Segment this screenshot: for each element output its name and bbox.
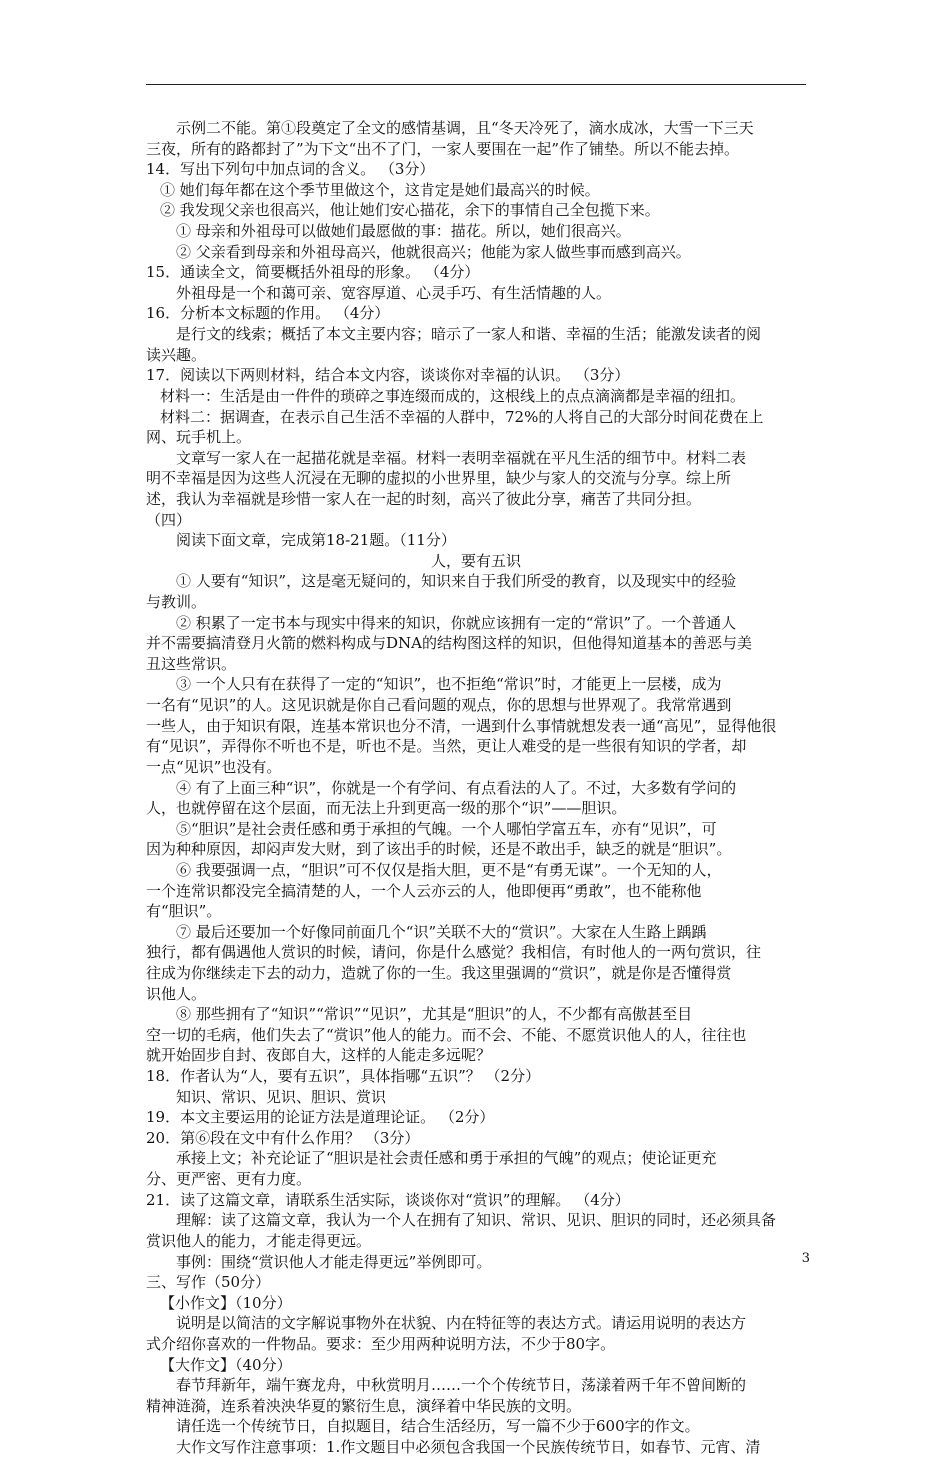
text-line: 春节拜新年，端午赛龙舟，中秋赏明月……一个个传统节日，荡漾着两千年不曾间断的 bbox=[176, 1376, 747, 1395]
text-line: ⑧ 那些拥有了“知识”“常识”“见识”，尤其是“胆识”的人，不少都有高傲甚至目 bbox=[176, 1005, 693, 1024]
text-line: ⑦ 最后还要加一个好像同前面几个“识”关联不大的“赏识”。大家在人生路上踽踽 bbox=[176, 922, 707, 941]
text-line: （四） bbox=[146, 510, 192, 529]
text-line: 材料二：据调查，在表示自己生活不幸福的人群中，72%的人将自己的大部分时间花费在上 bbox=[160, 407, 764, 426]
text-line: ① 母亲和外祖母可以做她们最愿做的事：描花。所以，她们很高兴。 bbox=[176, 222, 631, 241]
text-line: 识他人。 bbox=[146, 984, 207, 1003]
text-line: 式介绍你喜欢的一件物品。要求：至少用两种说明方法，不少于80字。 bbox=[146, 1334, 616, 1353]
text-line: 请任选一个传统节日，自拟题目，结合生活经历，写一篇不少于600字的作文。 bbox=[176, 1417, 700, 1436]
text-line: 20．第⑥段在文中有什么作用？ （3分） bbox=[146, 1128, 420, 1147]
text-line: 知识、常识、见识、胆识、赏识 bbox=[176, 1087, 387, 1106]
text-line: 一点“见识”也没有。 bbox=[146, 757, 282, 776]
text-line: 阅读下面文章，完成第18-21题。（11分） bbox=[176, 531, 456, 550]
text-line: 精神涟漪，连系着泱泱华夏的繁衍生息，演绎着中华民族的文明。 bbox=[146, 1396, 582, 1415]
text-line: 三、写作（50分） bbox=[146, 1273, 271, 1292]
text-line: 丑这些常识。 bbox=[146, 654, 237, 673]
text-line: ③ 一个人只有在获得了一定的“知识”，也不拒绝“常识”时，才能更上一层楼，成为 bbox=[176, 675, 722, 694]
text-line: 16．分析本文标题的作用。 （4分） bbox=[146, 304, 390, 323]
text-line: 14．写出下列句中加点词的含义。 （3分） bbox=[146, 160, 435, 179]
text-line: 人，也就停留在这个层面，而无法上升到更高一级的那个“识”——胆识。 bbox=[146, 799, 627, 818]
text-line: 有“胆识”。 bbox=[146, 902, 222, 921]
page-number: 3 bbox=[801, 1251, 810, 1266]
text-line: 文章写一家人在一起描花就是幸福。材料一表明幸福就在平凡生活的细节中。材料二表 bbox=[176, 448, 747, 467]
article-title: 人，要有五识 bbox=[430, 551, 521, 570]
text-line: 一名有“见识”的人。这见识就是你自己看问题的观点，你的思想与世界观了。我常常遇到 bbox=[146, 696, 732, 715]
text-line: 示例二不能。第①段奠定了全文的感情基调，且“冬天冷死了，滴水成冰，大雪一下三天 bbox=[176, 119, 754, 137]
text-line: 因为种种原因，却闷声发大财，到了该出手的时候，还是不敢出手，缺乏的就是“胆识”。 bbox=[146, 840, 732, 859]
text-line: 外祖母是一个和蔼可亲、宽容厚道、心灵手巧、有生活情趣的人。 bbox=[176, 283, 612, 302]
text-line: 15．通读全文，简要概括外祖母的形象。 （4分） bbox=[146, 263, 480, 282]
text-line: 一个连常识都没完全搞清楚的人，一个人云亦云的人，他即便再“勇敢”，也不能称他 bbox=[146, 881, 702, 900]
text-line: 【大作文】（40分） bbox=[160, 1355, 292, 1374]
text-line: 17．阅读以下两则材料，结合本文内容，谈谈你对幸福的认识。 （3分） bbox=[146, 366, 630, 385]
text-line: ④ 有了上面三种“识”，你就是一个有学问、有点看法的人了。不过，大多数有学问的 bbox=[176, 778, 737, 797]
text-line: 三夜，所有的路都封了”为下文“出不了门，一家人要围在一起”作了铺垫。所以不能去掉。 bbox=[146, 139, 740, 158]
text-line: 理解：读了这篇文章，我认为一个人在拥有了知识、常识、见识、胆识的同时，还必须具备 bbox=[176, 1211, 777, 1230]
header-rule bbox=[146, 84, 806, 85]
text-line: 网、玩手机上。 bbox=[146, 428, 252, 447]
text-line: 往成为你继续走下去的动力，造就了你的一生。我这里强调的“赏识”，就是你是否懂得赏 bbox=[146, 963, 732, 982]
text-line: ② 父亲看到母亲和外祖母高兴，他就很高兴；他能为家人做些事而感到高兴。 bbox=[176, 242, 691, 261]
text-line: 并不需要搞清登月火箭的燃料构成与DNA的结构图这样的知识，但他得知道基本的善恶与美 bbox=[146, 634, 752, 653]
document-body bbox=[146, 118, 806, 1458]
text-line: ① 人要有“知识”，这是毫无疑问的，知识来自于我们所受的教育，以及现实中的经验 bbox=[176, 572, 737, 591]
text-line: ① 她们每年都在这个季节里做这个，这肯定是她们最高兴的时候。 bbox=[160, 180, 600, 199]
text-line: 【小作文】（10分） bbox=[160, 1293, 292, 1312]
text-line: 有“见识”，弄得你不听也不是，听也不是。当然，更让人难受的是一些很有知识的学者，却 bbox=[146, 737, 747, 756]
text-line: ⑥ 我要强调一点，“胆识”可不仅仅是指大胆，更不是“有勇无谋”。一个无知的人， bbox=[176, 860, 722, 879]
text-line: 18．作者认为“人，要有五识”，具体指哪“五识”？ （2分） bbox=[146, 1067, 541, 1086]
text-line: 赏识他人的能力，才能走得更远。 bbox=[146, 1231, 372, 1250]
text-line: 承接上文；补充论证了“胆识是社会责任感和勇于承担的气魄”的观点；使论证更充 bbox=[176, 1149, 717, 1168]
text-line: 材料一：生活是由一件件的琐碎之事连缀而成的，这根线上的点点滴滴都是幸福的纽扣。 bbox=[160, 386, 746, 405]
text-line: 大作文写作注意事项：1.作文题目中必须包含我国一个民族传统节日，如春节、元宵、清 bbox=[176, 1438, 761, 1456]
text-line: ② 我发现父亲也很高兴，他让她们安心描花，余下的事情自己全包揽下来。 bbox=[160, 201, 660, 220]
text-line: 述，我认为幸福就是珍惜一家人在一起的时刻，高兴了彼此分享，痛苦了共同分担。 bbox=[146, 489, 702, 508]
text-line: ② 积累了一定书本与现实中得来的知识，你就应该拥有一定的“常识”了。一个普通人 bbox=[176, 613, 737, 632]
text-line: 19．本文主要运用的论证方法是道理论证。 （2分） bbox=[146, 1108, 495, 1127]
text-line: 明不幸福是因为这些人沉浸在无聊的虚拟的小世界里，缺少与家人的交流与分享。综上所 bbox=[146, 469, 732, 488]
text-line: 就开始固步自封、夜郎自大，这样的人能走多远呢？ bbox=[146, 1046, 492, 1065]
text-line: ⑤“胆识”是社会责任感和勇于承担的气魄。一个人哪怕学富五车，亦有“见识”，可 bbox=[176, 819, 717, 838]
text-line: 空一切的毛病，他们失去了“赏识”他人的能力。而不会、不能、不愿赏识他人的人，往往也 bbox=[146, 1025, 747, 1044]
text-line: 与教训。 bbox=[146, 593, 207, 612]
text-line: 分、更严密、更有力度。 bbox=[146, 1170, 312, 1189]
text-line: 读兴趣。 bbox=[146, 345, 207, 364]
text-line: 21．读了这篇文章，请联系生活实际，谈谈你对“赏识”的理解。 （4分） bbox=[146, 1190, 630, 1209]
text-line: 一些人，由于知识有限，连基本常识也分不清，一遇到什么事情就想发表一通“高见”，显得他很 bbox=[146, 716, 777, 735]
text-line: 事例：围绕“赏识他人才能走得更远”举例即可。 bbox=[176, 1252, 492, 1271]
text-line: 说明是以简洁的文字解说事物外在状貌、内在特征等的表达方式。请运用说明的表达方 bbox=[176, 1314, 747, 1333]
text-line: 独行，都有偶遇他人赏识的时候，请问，你是什么感觉？我相信，有时他人的一两句赏识，往 bbox=[146, 943, 762, 962]
text-line: 是行文的线索；概括了本文主要内容；暗示了一家人和谐、幸福的生活；能激发读者的阅 bbox=[176, 325, 762, 344]
